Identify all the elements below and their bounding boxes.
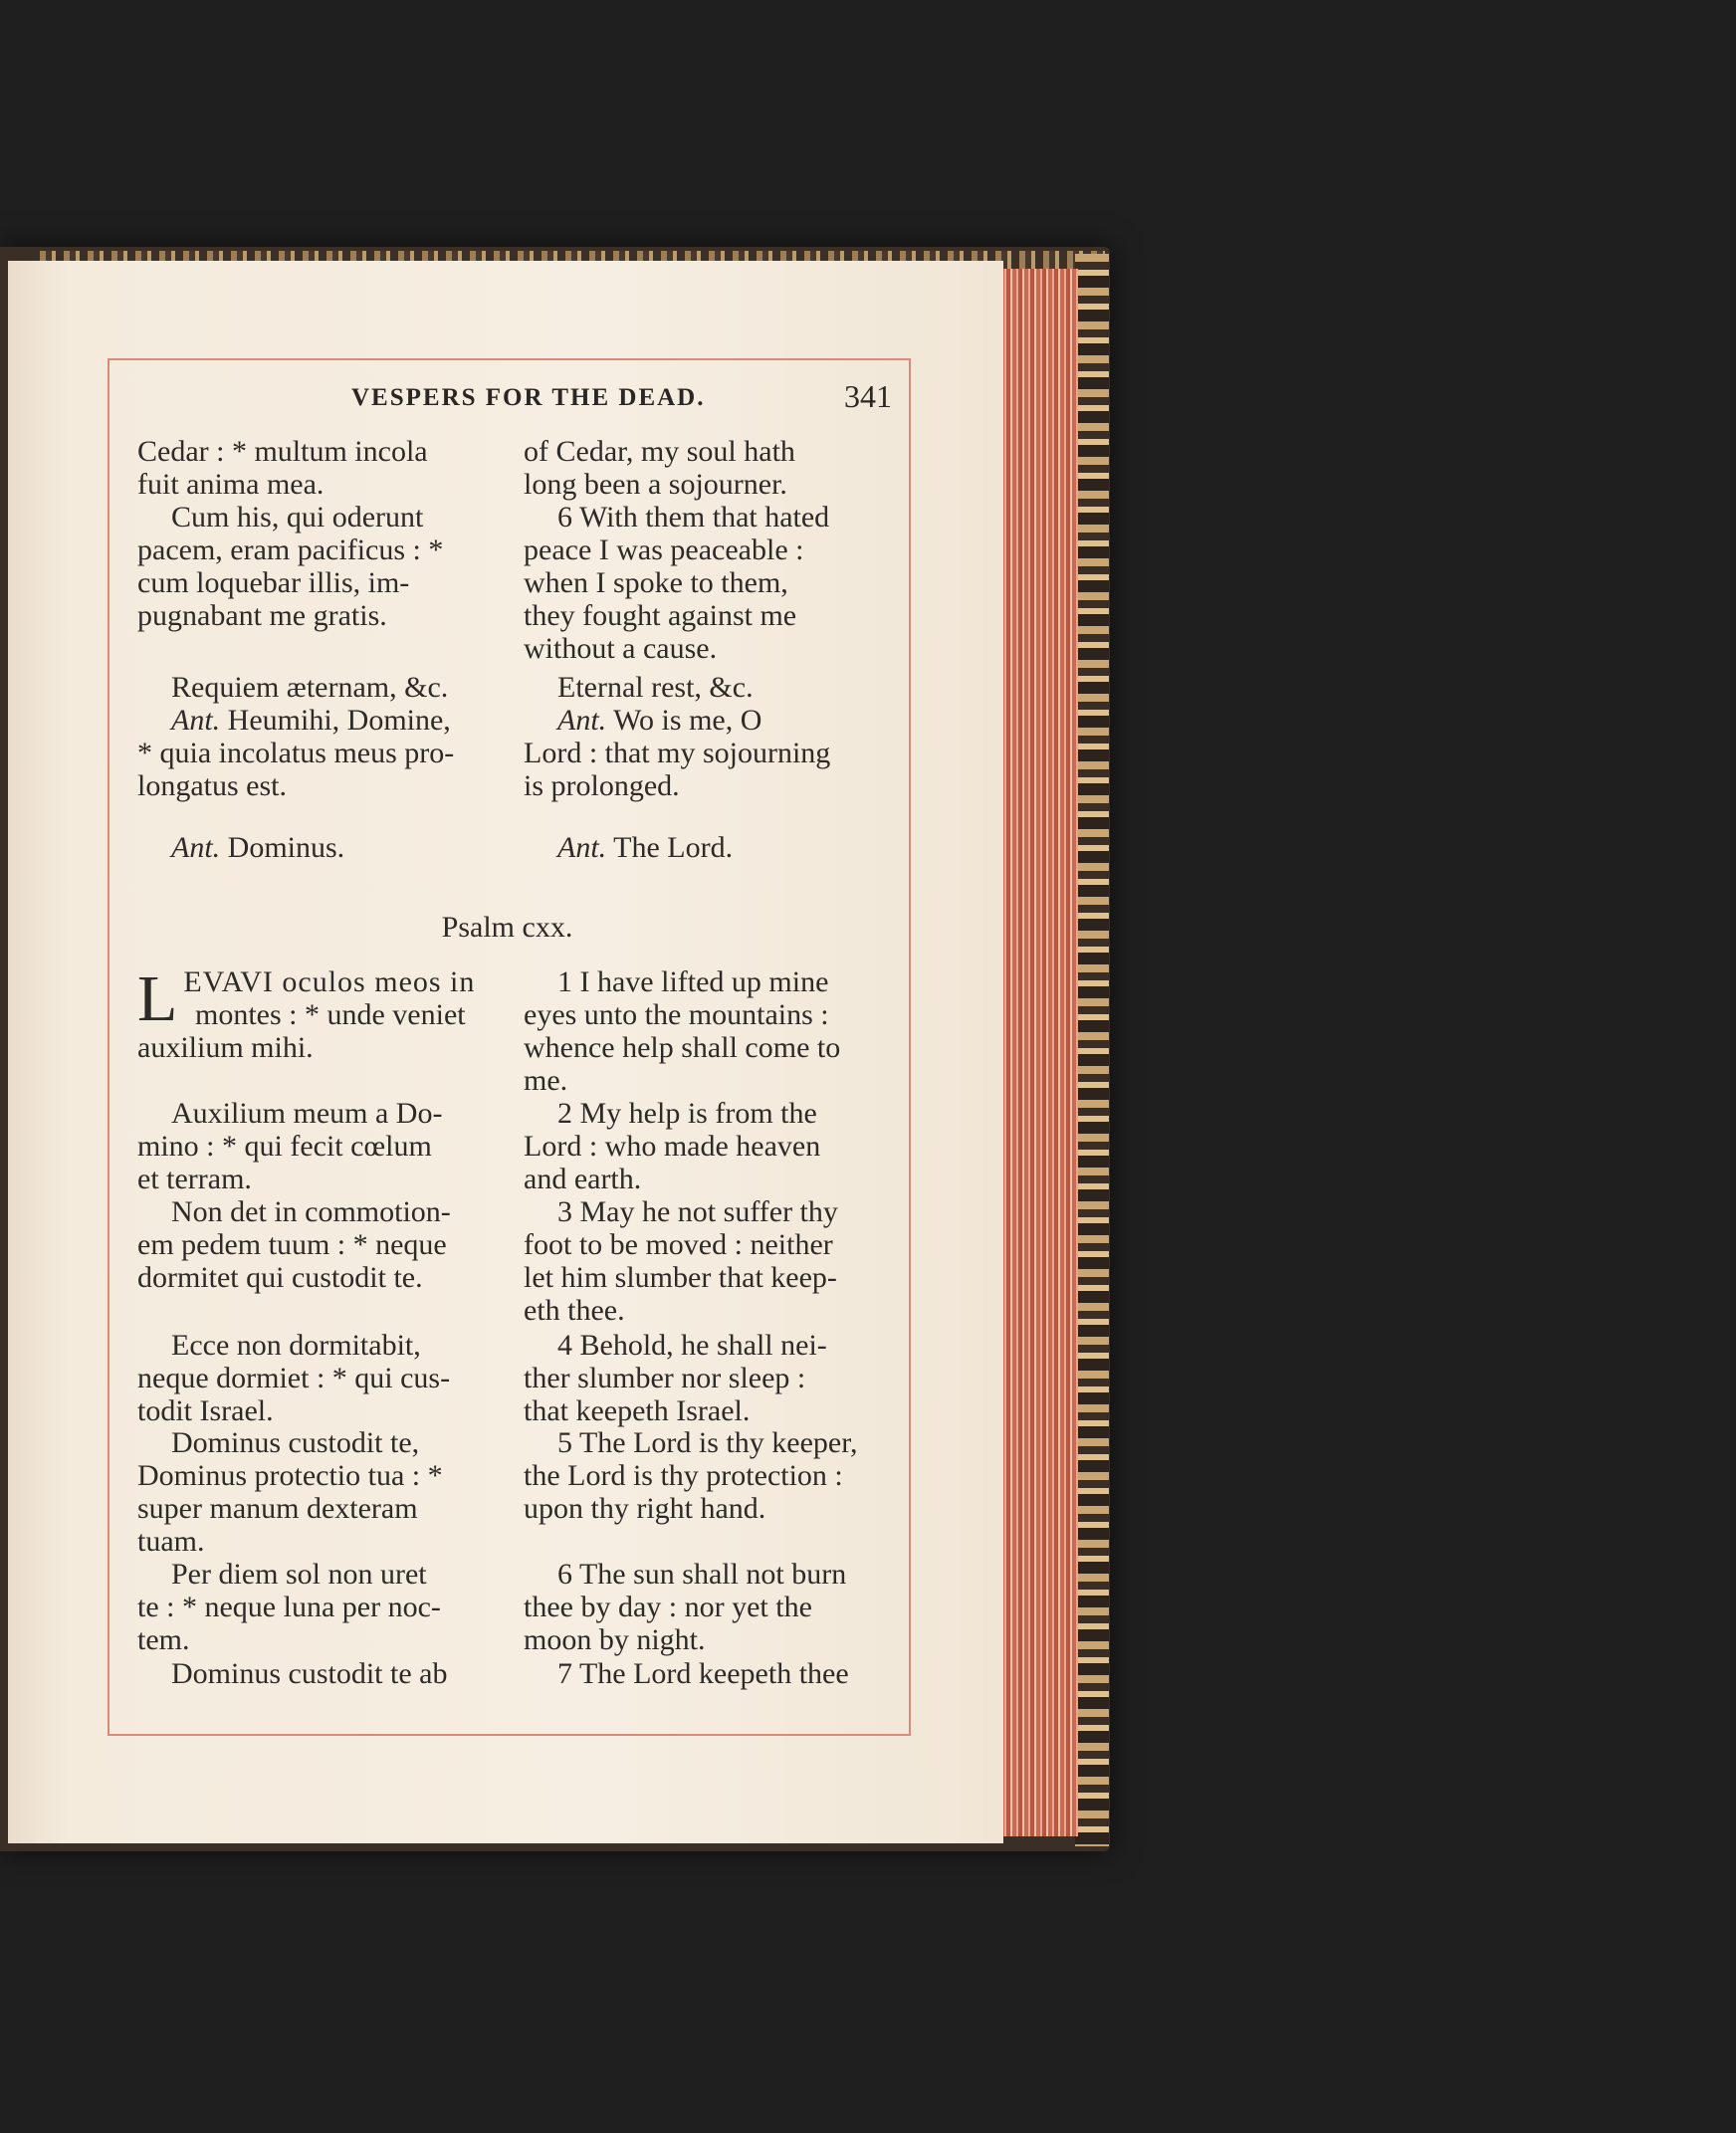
text-line: Auxilium meum a Do- xyxy=(171,1097,443,1130)
antiphon-label: Ant. xyxy=(171,831,221,864)
text-line: todit Israel. xyxy=(137,1394,274,1427)
latin-verse-4 xyxy=(137,1329,506,1427)
text-line: Heumihi, Domine, xyxy=(227,704,451,737)
text-line: Dominus custodit te ab xyxy=(171,1657,448,1690)
english-block-1 xyxy=(524,435,892,501)
english-verse-4 xyxy=(524,1329,892,1427)
text-line: montes : * unde veniet xyxy=(195,998,466,1031)
text-line: neque dormiet : * qui cus- xyxy=(137,1362,451,1394)
text-line: that keepeth Israel. xyxy=(524,1394,751,1427)
antiphon-label: Ant. xyxy=(171,704,221,737)
text-line: dormitet qui custodit te. xyxy=(137,1261,423,1294)
page-edges xyxy=(1000,269,1078,1836)
english-verse-1 xyxy=(524,965,892,1097)
text-line: tuam. xyxy=(137,1525,205,1558)
text-line: tem. xyxy=(137,1623,190,1656)
latin-antiphon xyxy=(137,704,506,802)
latin-requiem xyxy=(137,671,506,704)
latin-verse-7 xyxy=(137,1657,506,1690)
book-spine-gilt xyxy=(1075,254,1109,1846)
text-line: Cedar : * multum incola xyxy=(137,435,428,468)
text-line: of Cedar, my soul hath xyxy=(524,435,795,468)
latin-verse-3 xyxy=(137,1195,506,1294)
text-line: and earth. xyxy=(524,1163,642,1195)
text-line: foot to be moved : neither xyxy=(524,1228,833,1261)
text-line: is prolonged. xyxy=(524,769,680,802)
latin-verse-6 xyxy=(137,1558,506,1656)
text-line: me. xyxy=(524,1064,568,1097)
page-number: 341 xyxy=(844,378,892,414)
english-eternal-rest xyxy=(524,671,892,704)
english-verse-7 xyxy=(524,1657,892,1690)
english-antiphon-the-lord xyxy=(524,831,892,864)
latin-verse-1 xyxy=(137,962,506,1064)
latin-block-2 xyxy=(137,501,506,632)
text-line: Eternal rest, &c. xyxy=(557,671,754,704)
psalm-title: Psalm cxx. xyxy=(441,911,573,944)
text-line: fuit anima mea. xyxy=(137,468,325,501)
text-line: eyes unto the mountains : xyxy=(524,998,829,1031)
page-header xyxy=(108,378,892,418)
text-line: let him slumber that keep- xyxy=(524,1261,837,1294)
text-line: they fought against me xyxy=(524,599,797,632)
text-line: super manum dexteram xyxy=(137,1492,418,1525)
text-line: eth thee. xyxy=(524,1294,625,1327)
latin-block-1 xyxy=(137,435,506,501)
drop-cap: L xyxy=(137,962,178,1035)
english-antiphon xyxy=(524,704,892,802)
text-line: Per diem sol non uret xyxy=(171,1558,427,1591)
text-line: The Lord. xyxy=(613,831,734,864)
text-line: Dominus protectio tua : * xyxy=(137,1459,443,1492)
text-line: * quia incolatus meus pro- xyxy=(137,737,455,769)
text-line: pacem, eram pacificus : * xyxy=(137,533,444,566)
text-line: 3 May he not suffer thy xyxy=(557,1195,838,1228)
text-line: long been a sojourner. xyxy=(524,468,787,501)
running-head: VESPERS FOR THE DEAD. xyxy=(351,384,706,411)
antiphon-label: Ant. xyxy=(557,704,607,737)
text-line: when I spoke to them, xyxy=(524,566,788,599)
latin-antiphon-dominus xyxy=(137,831,506,864)
text-line: Ecce non dormitabit, xyxy=(171,1329,421,1362)
text-line: 5 The Lord is thy keeper, xyxy=(557,1426,858,1459)
text-line: et terram. xyxy=(137,1163,252,1195)
text-line: auxilium mihi. xyxy=(137,1031,314,1064)
text-line: Lord : that my sojourning xyxy=(524,737,831,769)
text-line: Dominus. xyxy=(227,831,345,864)
text-line: 1 I have lifted up mine xyxy=(557,965,829,998)
text-line: 7 The Lord keepeth thee xyxy=(557,1657,849,1690)
text-line: 4 Behold, he shall nei- xyxy=(557,1329,827,1362)
text-line: mino : * qui fecit cœlum xyxy=(137,1130,432,1163)
text-line: 2 My help is from the xyxy=(557,1097,817,1130)
text-line: without a cause. xyxy=(524,632,718,665)
text-line: 6 With them that hated xyxy=(557,501,830,533)
english-verse-3 xyxy=(524,1195,892,1327)
text-line: ther slumber nor sleep : xyxy=(524,1362,806,1394)
text-line: te : * neque luna per noc- xyxy=(137,1591,441,1623)
antiphon-label: Ant. xyxy=(557,831,607,864)
text-line: cum loquebar illis, im- xyxy=(137,566,410,599)
text-line: Non det in commotion- xyxy=(171,1195,451,1228)
text-line: moon by night. xyxy=(524,1623,706,1656)
text-line: Lord : who made heaven xyxy=(524,1130,821,1163)
text-line: Dominus custodit te, xyxy=(171,1426,420,1459)
text-line: whence help shall come to xyxy=(524,1031,841,1064)
latin-verse-5 xyxy=(137,1426,506,1558)
text-line: longatus est. xyxy=(137,769,287,802)
text-line: em pedem tuum : * neque xyxy=(137,1228,447,1261)
english-verse-2 xyxy=(524,1097,892,1195)
text-line: peace I was peaceable : xyxy=(524,533,804,566)
text-line: Wo is me, O xyxy=(613,704,762,737)
text-line: Requiem æternam, &c. xyxy=(171,671,449,704)
text-line: upon thy right hand. xyxy=(524,1492,766,1525)
english-verse-6 xyxy=(524,1558,892,1656)
text-line: EVAVI oculos meos in xyxy=(183,965,476,998)
text-line: thee by day : nor yet the xyxy=(524,1591,812,1623)
text-line: Cum his, qui oderunt xyxy=(171,501,424,533)
text-line: 6 The sun shall not burn xyxy=(557,1558,847,1591)
latin-verse-2 xyxy=(137,1097,506,1195)
text-line: the Lord is thy protection : xyxy=(524,1459,843,1492)
english-block-2 xyxy=(524,501,892,665)
english-verse-5 xyxy=(524,1426,892,1525)
text-line: pugnabant me gratis. xyxy=(137,599,387,632)
